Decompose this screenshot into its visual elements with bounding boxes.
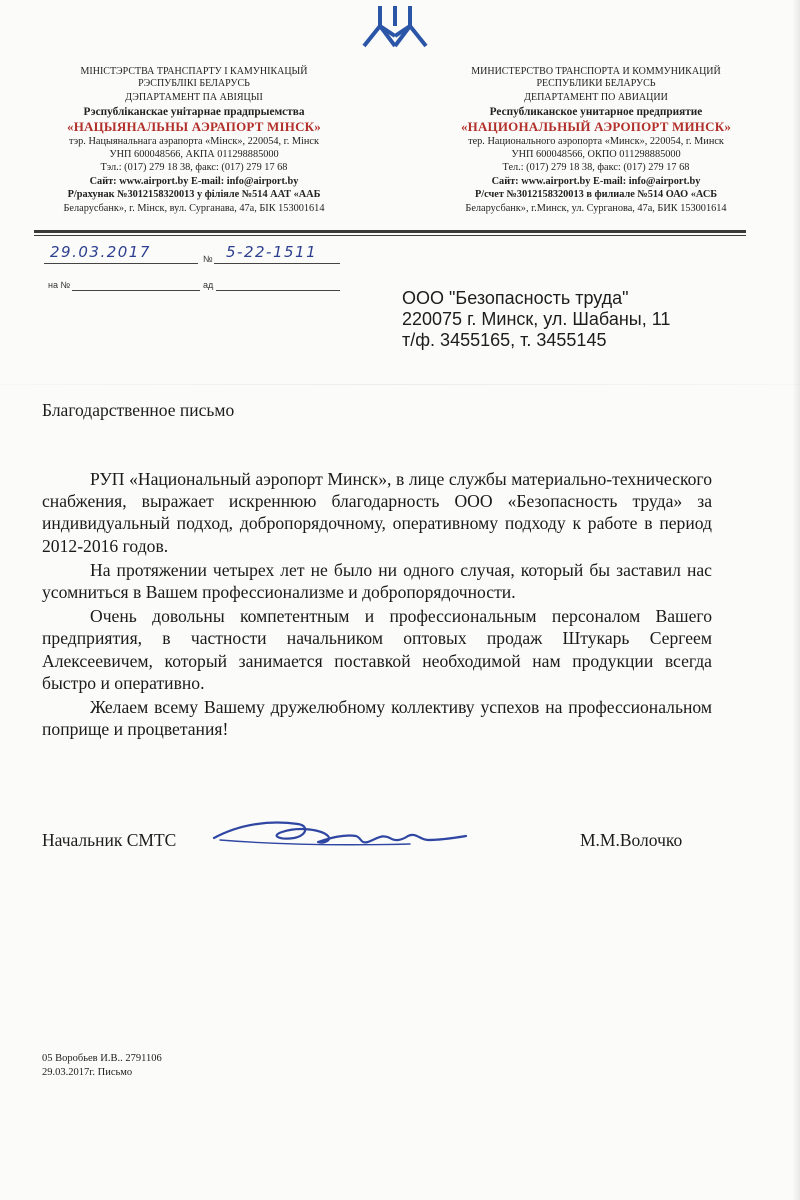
org-type: Рэспубліканскае унітарнае прадпрыемства [83, 105, 305, 118]
account-line1: Р/рахунак №3012158320013 у філіяле №514 ААТ «ААБ [67, 189, 321, 201]
account-line1: Р/счет №3012158320013 в филиале №514 ОАО «АСБ [474, 189, 718, 201]
from-label: ад [203, 280, 214, 290]
from-underline [216, 290, 340, 291]
paragraph-4: Желаем всему Вашему дружелюбному коллективу успехов на профессиональном поприще и процветания! [42, 697, 712, 740]
recipient-block [402, 288, 762, 351]
ministry-line1: МІНІСТЭРСТВА ТРАНСПАРТУ І КАМУНІКАЦЫЙ [80, 66, 308, 77]
signer-title: Начальник СМТС [42, 830, 177, 850]
header-divider-thin [34, 235, 746, 236]
footer-date: 29.03.2017г. Письмо [42, 1067, 133, 1078]
ministry-line2: РЕСПУБЛИКИ БЕЛАРУСЬ [536, 77, 656, 89]
phone: Тэл.: (017) 279 18 38, факс: (017) 279 17 68 [100, 162, 288, 174]
handwritten-date: 29.03.2017 [50, 243, 151, 261]
paragraph-1: РУП «Национальный аэропорт Минск», в лице службы материально-технического снабжения, выражает искреннюю благодарность ООО «Безопасность труда» за индивидуальный подход, добропорядочному, оперативному подходу к работе в период 2012-2016 годов. [42, 469, 712, 556]
ministry-line2: РЭСПУБЛІКІ БЕЛАРУСЬ [138, 77, 250, 89]
codes: УНП 600048566, ОКПО 011298885000 [511, 149, 681, 160]
account-line2: Беларусбанк», г. Мінск, вул. Сурганава, 47а, БІК 153001614 [63, 202, 325, 214]
header-right [436, 66, 756, 215]
letter-subject: Благодарственное письмо [42, 400, 235, 420]
airport-logo-icon [358, 4, 432, 48]
account-line2: Беларусбанк», г.Минск, ул. Сурганова, 47а, БИК 153001614 [465, 202, 727, 214]
number-underline [214, 263, 340, 264]
address: тэр. Нацыянальнага аэрапорта «Мінск», 220054, г. Мінск [68, 135, 319, 147]
department: ДЭПАРТАМЕНТ ПА АВІЯЦЫІ [125, 92, 263, 104]
web-email: Сайт: www.airport.by E-mail: info@airport.by [491, 175, 701, 187]
phone: Тел.: (017) 279 18 38, факс: (017) 279 17 68 [502, 162, 690, 174]
recipient-phone: т/ф. 3455165, т. 3455145 [402, 330, 607, 350]
org-type: Республиканское унитарное предприятие [489, 105, 703, 118]
department: ДЕПАРТАМЕНТ ПО АВИАЦИИ [524, 92, 668, 104]
date-underline [44, 263, 198, 264]
address: тер. Национального аэропорта «Минск», 220054, г. Минск [468, 135, 724, 147]
signer-name: М.М.Волочко [580, 830, 683, 850]
number-label: № [203, 254, 213, 264]
header-divider-thick [34, 230, 746, 233]
footer-note [42, 1052, 162, 1080]
codes: УНП 600048566, АКПА 011298885000 [109, 149, 279, 160]
paragraph-2: На протяжении четырех лет не было ни одного случая, который бы заставил нас усомниться в Вашем профессионализме и добропорядочности. [42, 559, 712, 603]
header-left [34, 66, 354, 215]
ref-underline [72, 290, 200, 291]
paper-fold [0, 384, 800, 385]
ref-label: на № [48, 280, 71, 290]
footer-executor: 05 Воробьев И.В.. 2791106 [42, 1053, 162, 1064]
paper-edge-shadow [792, 0, 800, 1200]
org-name: «НАЦИОНАЛЬНЫЙ АЭРОПОРТ МИНСК» [460, 118, 732, 134]
paragraph-3: Очень довольны компетентным и профессиональным персоналом Вашего предприятия, в частности начальником оптовых продаж Штукарь Сергеем Алексеевичем, который занимается поставкой необходимой нам продукции всегда быстро и оперативно. [42, 606, 712, 693]
letter-body [42, 468, 712, 742]
handwritten-number: 5-22-1511 [226, 243, 318, 261]
handwritten-signature-icon [210, 816, 470, 856]
web-email: Сайт: www.airport.by E-mail: info@airport.by [89, 175, 299, 187]
org-name: «НАЦЫЯНАЛЬНЫ АЭРАПОРТ МІНСК» [67, 118, 321, 134]
recipient-name: ООО "Безопасность труда" [402, 288, 629, 308]
recipient-address: 220075 г. Минск, ул. Шабаны, 11 [402, 309, 671, 329]
ministry-line1: МИНИСТЕРСТВО ТРАНСПОРТА И КОММУНИКАЦИЙ [471, 66, 721, 77]
